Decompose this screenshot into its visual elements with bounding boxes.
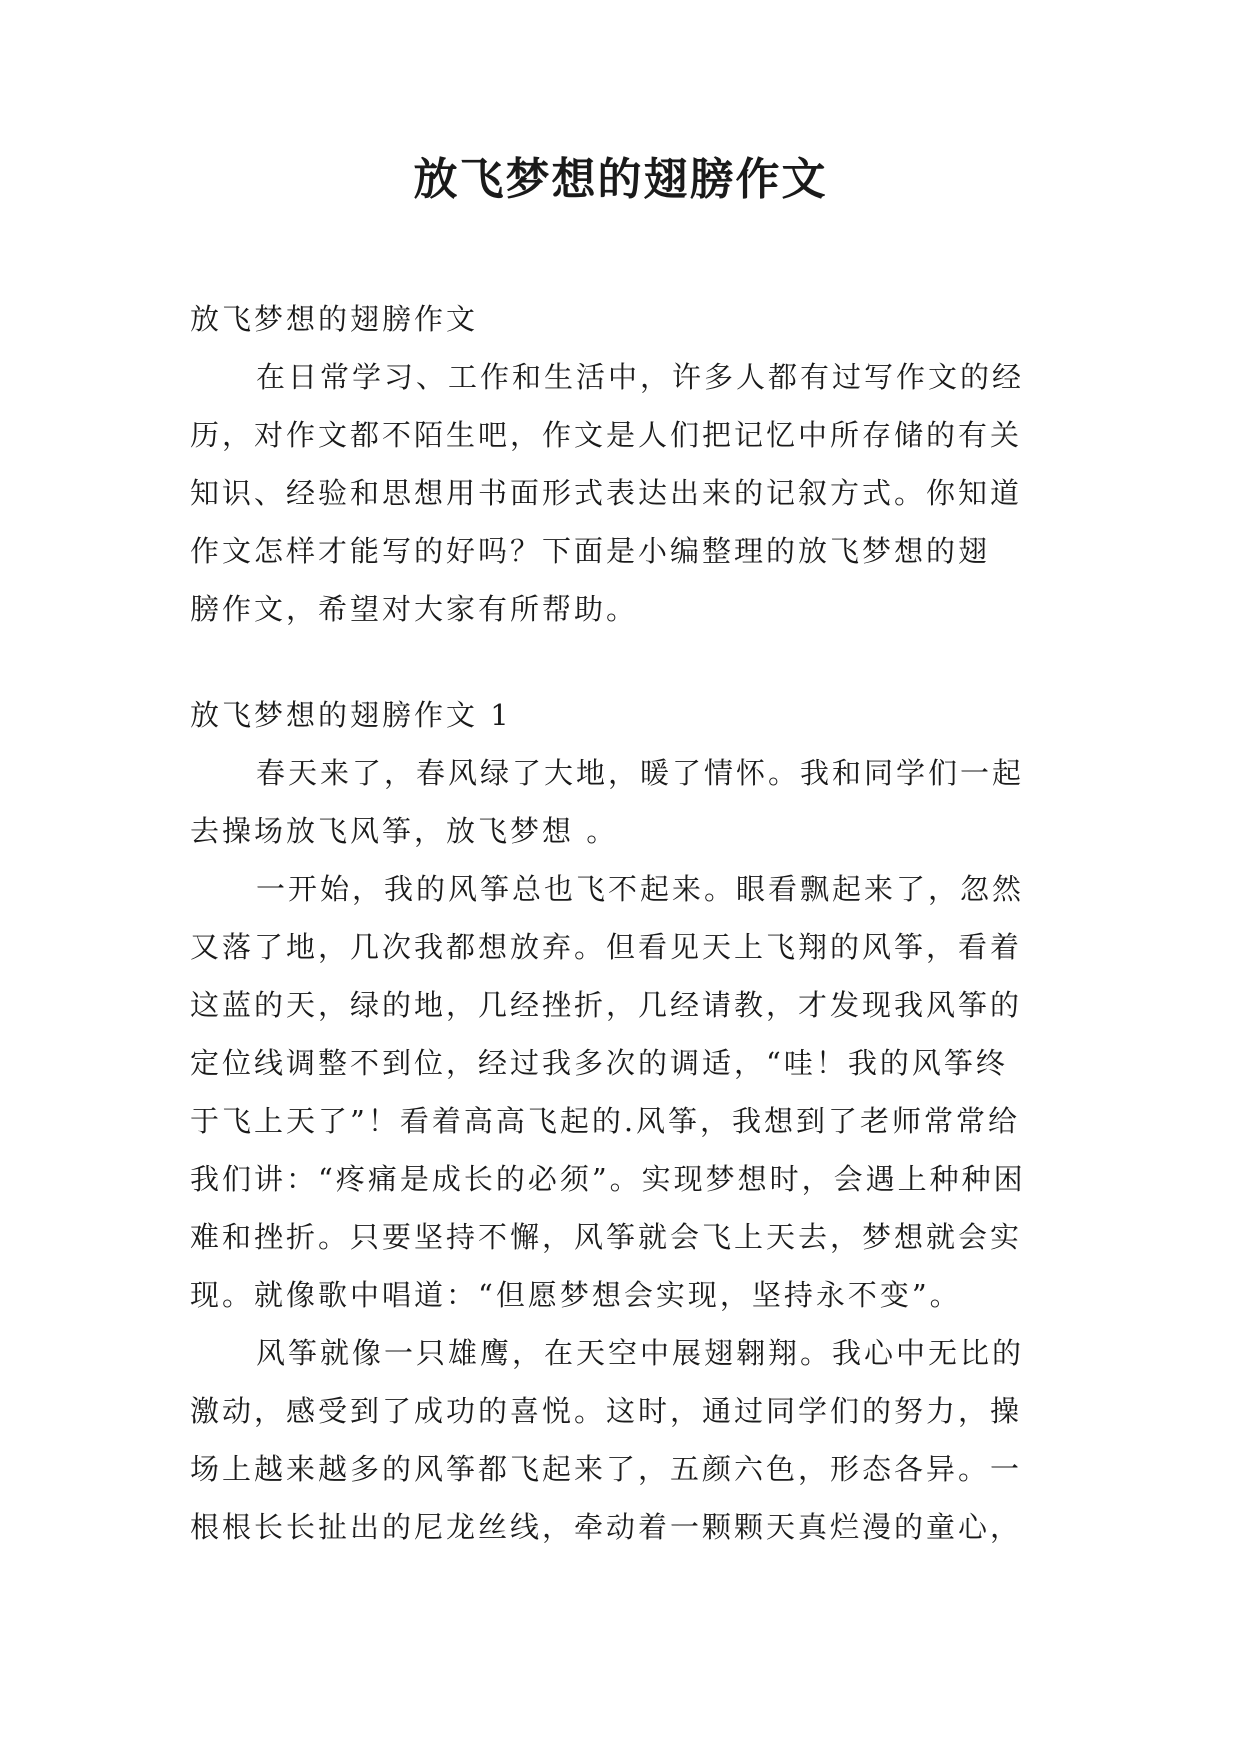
document-title: 放飞梦想的翅膀作文: [413, 154, 828, 205]
document-body: [190, 290, 1058, 1556]
paragraph-line: 现。就像歌中唱道：“但愿梦想会实现，坚持永不变”。: [190, 1278, 962, 1312]
intro-line: 膀作文，希望对大家有所帮助。: [190, 592, 639, 626]
paragraph-3: [190, 1324, 1058, 1556]
intro-line: 作文怎样才能写的好吗？下面是小编整理的放飞梦想的翅: [190, 534, 991, 568]
paragraph-line: 难和挫折。只要坚持不懈，风筝就会飞上天去，梦想就会实: [190, 1220, 1023, 1254]
intro-line: 知识、经验和思想用书面形式表达出来的记叙方式。你知道: [190, 476, 1023, 510]
paragraph-2: [190, 860, 1058, 1324]
intro-line: 在日常学习、工作和生活中，许多人都有过写作文的经: [256, 360, 1025, 394]
paragraph-line: 风筝就像一只雄鹰，在天空中展翅翱翔。我心中无比的: [256, 1336, 1025, 1370]
paragraph-line: 我们讲：“疼痛是成长的必须”。实现梦想时，会遇上种种困: [190, 1162, 1026, 1196]
paragraph-line: 去操场放飞风筝，放飞梦想 。: [190, 814, 619, 848]
paragraph-line: 于飞上天了”！看着高高飞起的.风筝，我想到了老师常常给: [190, 1104, 1021, 1138]
paragraph-line: 春天来了，春风绿了大地，暖了情怀。我和同学们一起: [256, 756, 1025, 790]
section-heading: 放飞梦想的翅膀作文 1: [190, 698, 512, 732]
paragraph-line: 激动，感受到了成功的喜悦。这时，通过同学们的努力，操: [190, 1394, 1023, 1428]
section-spacer: [190, 638, 1058, 686]
paragraph-line: 场上越来越多的风筝都飞起来了，五颜六色，形态各异。一: [190, 1452, 1023, 1486]
intro-line: 历，对作文都不陌生吧，作文是人们把记忆中所存储的有关: [190, 418, 1023, 452]
intro-heading: 放飞梦想的翅膀作文: [190, 302, 479, 336]
paragraph-1: [190, 744, 1058, 860]
paragraph-line: 一开始，我的风筝总也飞不起来。眼看飘起来了，忽然: [256, 872, 1025, 906]
intro-paragraph: [190, 348, 1058, 638]
paragraph-line: 这蓝的天，绿的地，几经挫折，几经请教，才发现我风筝的: [190, 988, 1023, 1022]
paragraph-line: 定位线调整不到位，经过我多次的调适，“哇！我的风筝终: [190, 1046, 1008, 1080]
paragraph-line: 又落了地，几次我都想放弃。但看见天上飞翔的风筝，看着: [190, 930, 1023, 964]
paragraph-line: 根根长长扯出的尼龙丝线，牵动着一颗颗天真烂漫的童心，: [190, 1510, 1023, 1544]
